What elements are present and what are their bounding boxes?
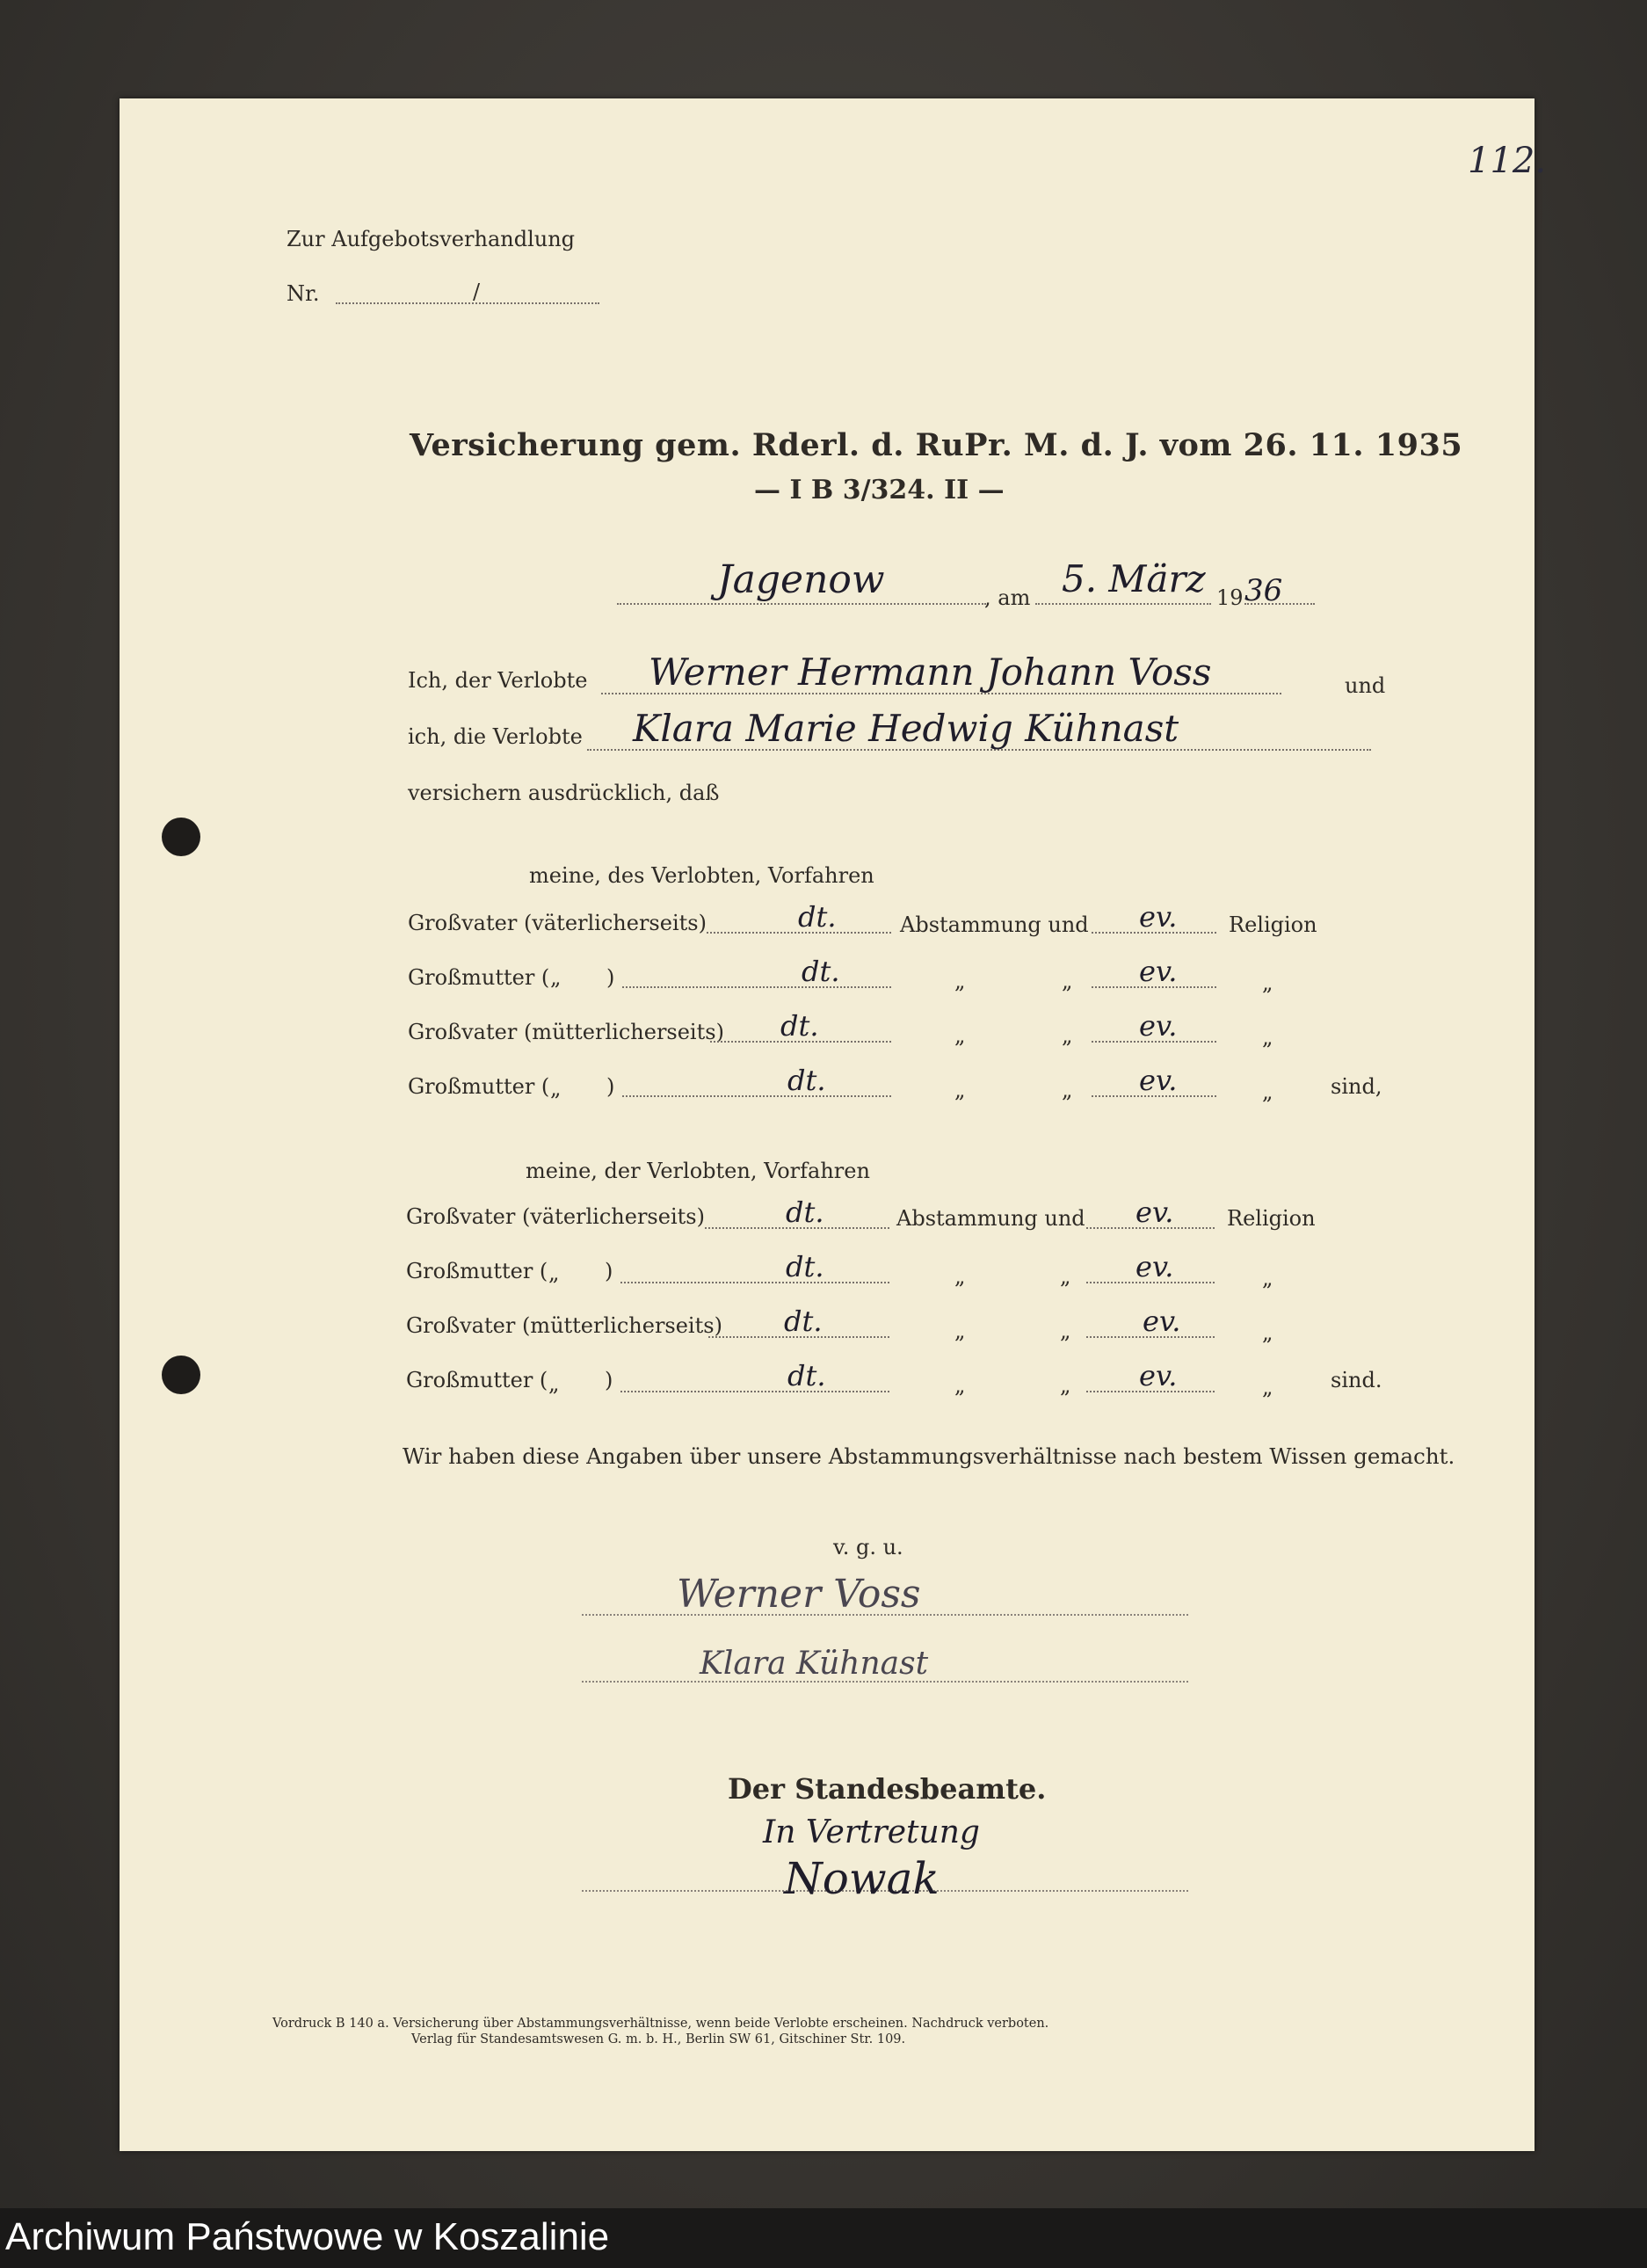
year-suffix: 36	[1244, 573, 1283, 608]
origin-value: dt.	[784, 1305, 823, 1338]
groom-ancestors-heading: meine, des Verlobten, Vorfahren	[529, 863, 874, 888]
paren-close: )	[606, 965, 615, 990]
origin-value: dt.	[786, 1250, 824, 1283]
ditto-mark: „	[548, 1261, 560, 1285]
vgu-label: v. g. u.	[833, 1535, 903, 1559]
ditto-mark: „	[1262, 1266, 1273, 1290]
row-label: Großmutter (	[406, 1259, 548, 1283]
religion-label: Religion	[1227, 1206, 1316, 1231]
year-prefix: 19	[1216, 585, 1244, 610]
ditto-mark: „	[1262, 1375, 1273, 1399]
registrar-note: In Vertretung	[763, 1814, 980, 1850]
imprint-line-2: Verlag für Standesamtswesen G. m. b. H., Berlin SW 61, Gitschiner Str. 109.	[411, 2032, 906, 2046]
ditto-mark: „	[1060, 1319, 1071, 1343]
nr-label: Nr.	[287, 281, 320, 306]
bride-name: Klara Marie Hedwig Kühnast	[633, 707, 1179, 750]
ditto-mark: „	[954, 1373, 966, 1398]
religion-value: ev.	[1139, 1009, 1178, 1043]
ditto-mark: „	[1062, 1078, 1073, 1102]
sind-label: sind,	[1331, 1074, 1382, 1099]
ditto-mark: „	[954, 1264, 966, 1289]
page-number: 112.	[1468, 141, 1547, 181]
ditto-mark: „	[1060, 1373, 1071, 1398]
ditto-mark: „	[550, 1076, 562, 1101]
row-label: Großvater (mütterlicherseits)	[406, 1313, 722, 1338]
row-label: Großvater (mütterlicherseits)	[408, 1020, 724, 1044]
religion-value: ev.	[1135, 1250, 1174, 1283]
row-label: Großmutter (	[408, 965, 550, 990]
ditto-mark: „	[954, 1078, 966, 1102]
ditto-mark: „	[954, 1023, 966, 1048]
ditto-mark: „	[1262, 1320, 1273, 1345]
origin-value: dt.	[787, 1064, 826, 1097]
origin-line	[620, 1391, 889, 1392]
origin-line	[620, 1282, 889, 1283]
date-line	[1035, 603, 1211, 605]
document-title: Versicherung gem. Rderl. d. RuPr. M. d. J. vom 26. 11. 1935	[410, 427, 1463, 463]
assure-text: versichern ausdrücklich, daß	[408, 781, 720, 805]
bride-label: ich, die Verlobte	[408, 724, 583, 749]
origin-line	[622, 986, 891, 988]
registrar-heading: Der Standesbeamte.	[728, 1772, 1047, 1806]
ditto-mark: „	[548, 1371, 560, 1396]
paren-close: )	[605, 1368, 613, 1392]
document-page	[120, 98, 1547, 2151]
document-subtitle: — I B 3/324. II —	[754, 475, 1005, 505]
religion-value: ev.	[1139, 955, 1178, 988]
ditto-mark: „	[1062, 1023, 1073, 1048]
row-label: Großvater (väterlicherseits)	[408, 911, 707, 935]
registrar-signature: Nowak	[784, 1853, 940, 1904]
ditto-mark: „	[1262, 1025, 1273, 1050]
ditto-mark: „	[1060, 1264, 1071, 1289]
row-label: Großmutter (	[408, 1074, 550, 1099]
punch-hole-bottom	[162, 1356, 200, 1394]
am-label: , am	[984, 585, 1031, 610]
origin-line	[622, 1095, 891, 1097]
date-value: 5. März	[1062, 557, 1206, 600]
abstammung-label: Abstammung und	[900, 912, 1089, 937]
imprint-line-1: Vordruck B 140 a. Versicherung über Abstammungsverhältnisse, wenn beide Verlobte erscheinen. Nachdruck verboten.	[272, 2017, 1049, 2031]
nr-field-line	[336, 302, 599, 304]
row-label: Großmutter (	[406, 1368, 548, 1392]
paren-close: )	[605, 1259, 613, 1283]
groom-signature: Werner Voss	[677, 1572, 921, 1617]
abstammung-label: Abstammung und	[896, 1206, 1085, 1231]
bride-signature: Klara Kühnast	[700, 1646, 929, 1682]
ditto-mark: „	[550, 965, 562, 990]
header-line: Zur Aufgebotsverhandlung	[287, 227, 576, 251]
und-label: und	[1345, 673, 1386, 698]
sind-label: sind.	[1331, 1368, 1382, 1392]
origin-value: dt.	[802, 955, 840, 988]
paren-close: )	[606, 1074, 615, 1099]
origin-value: dt.	[780, 1009, 819, 1043]
punch-hole-top	[162, 818, 200, 856]
religion-label: Religion	[1229, 912, 1317, 937]
ditto-mark: „	[954, 1319, 966, 1343]
row-label: Großvater (väterlicherseits)	[406, 1204, 705, 1229]
origin-value: dt.	[798, 900, 837, 934]
groom-label: Ich, der Verlobte	[408, 668, 588, 693]
groom-name: Werner Hermann Johann Voss	[649, 651, 1212, 694]
nr-slash: /	[473, 280, 481, 304]
archive-name: Archiwum Państwowe w Koszalinie	[5, 2215, 610, 2258]
origin-value: dt.	[787, 1359, 826, 1392]
year-line	[1244, 603, 1315, 605]
ditto-mark: „	[1262, 970, 1273, 995]
origin-value: dt.	[786, 1196, 824, 1229]
religion-value: ev.	[1143, 1305, 1181, 1338]
religion-value: ev.	[1139, 900, 1178, 934]
place-value: Jagenow	[717, 557, 885, 602]
ditto-mark: „	[1262, 1079, 1273, 1104]
bride-ancestors-heading: meine, der Verlobten, Vorfahren	[526, 1159, 870, 1183]
religion-value: ev.	[1135, 1196, 1174, 1229]
religion-value: ev.	[1139, 1359, 1178, 1392]
place-line	[617, 603, 986, 605]
ditto-mark: „	[954, 969, 966, 993]
statement-text: Wir haben diese Angaben über unsere Abstammungsverhältnisse nach bestem Wissen gemacht.	[403, 1443, 1455, 1469]
ditto-mark: „	[1062, 969, 1073, 993]
religion-value: ev.	[1139, 1064, 1178, 1097]
